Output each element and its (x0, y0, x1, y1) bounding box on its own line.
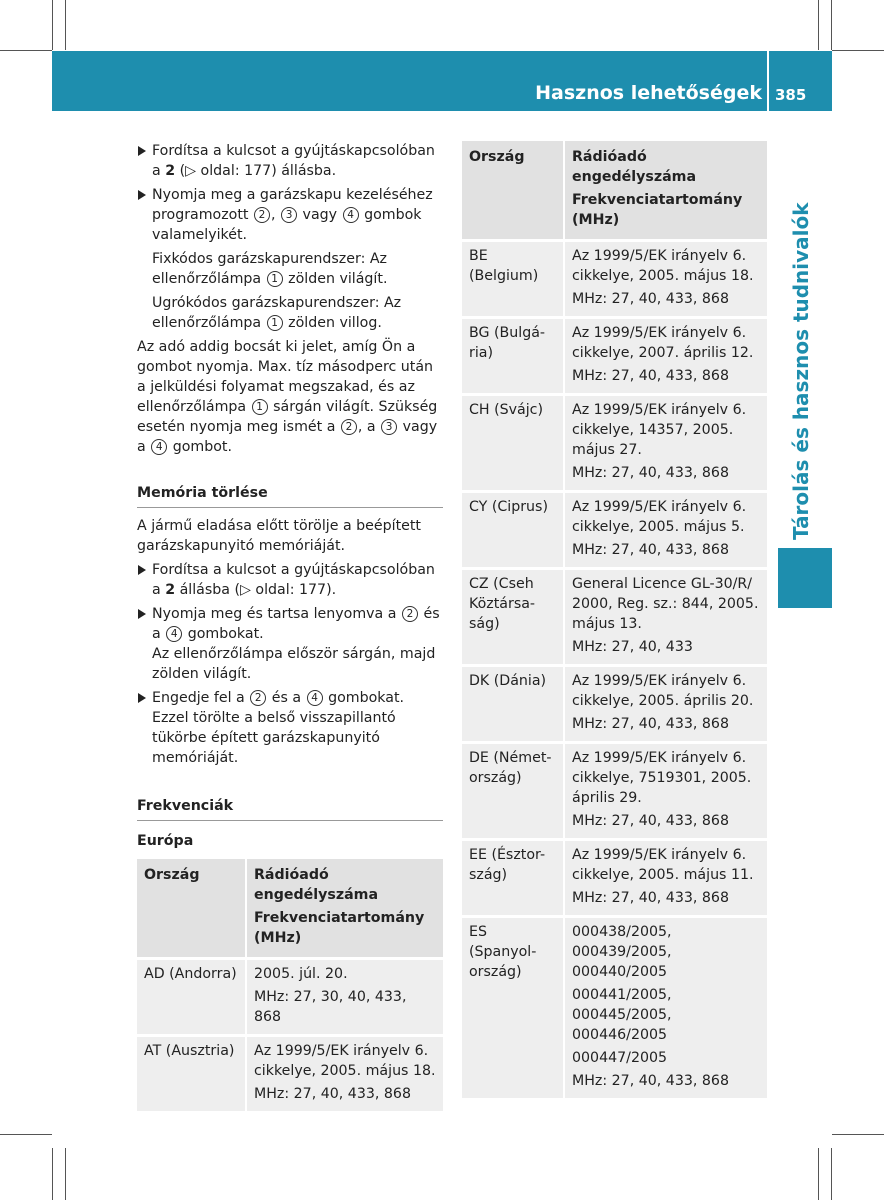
right-column (462, 141, 767, 1101)
country-cell: BE (Belgium) (462, 241, 564, 318)
mhz-text: MHz: 27, 40, 433, 868 (572, 465, 729, 481)
table-row (462, 840, 767, 917)
mhz-text: MHz: 27, 40, 433, 868 (572, 368, 729, 384)
country-cell: AD (Andorra) (137, 959, 246, 1036)
license-text: General Licence GL-30/R/ 2000, Reg. sz.: 844, 2005. május 13. (572, 576, 759, 632)
instruction-step (137, 560, 443, 600)
license-cell (564, 395, 767, 492)
license-cell (564, 241, 767, 318)
header-freq-label: Frekvenciatartomány (MHz) (572, 192, 743, 228)
frequency-table (462, 141, 767, 1101)
header-freq-label: Frekvenciatartomány (MHz) (254, 910, 425, 946)
instruction-step (137, 604, 443, 684)
table-row (462, 666, 767, 743)
table-row (462, 492, 767, 569)
country-cell: AT (Ausztria) (137, 1036, 246, 1113)
crop-mark (52, 1148, 53, 1200)
license-cell (564, 917, 767, 1100)
country-cell: BG (Bulgá-ria) (462, 318, 564, 395)
crop-mark (65, 1148, 66, 1200)
header-license-label: Rádióadó engedélyszáma (254, 867, 379, 903)
mhz-text: MHz: 27, 40, 433, 868 (572, 542, 729, 558)
table-row (462, 743, 767, 840)
step-note: Ugrókódos garázskapurendszer: Az ellenőrzőlámpa 1 zölden villog. (152, 295, 402, 331)
license-cell (564, 666, 767, 743)
license-text: Az 1999/5/EK irányelv 6. cikkelye, 2005. május 18. (572, 248, 754, 284)
license-cell (564, 318, 767, 395)
mhz-text: MHz: 27, 40, 433, 868 (572, 1073, 729, 1089)
license-cell (564, 569, 767, 666)
step-note: Ezzel törölte a belső visszapillantó tükörbe épített garázskapunyitó memóriáját. (152, 710, 396, 766)
step-note: Az ellenőrzőlámpa először sárgán, majd zölden világít. (152, 646, 436, 682)
crop-mark (831, 0, 832, 50)
table-row (462, 241, 767, 318)
license-text: Az 1999/5/EK irányelv 6. cikkelye, 2005. május 11. (572, 847, 754, 883)
license-cell (246, 959, 443, 1036)
crop-mark (832, 1134, 884, 1135)
table-row (462, 569, 767, 666)
header-country: Ország (137, 859, 246, 959)
frequency-table (137, 859, 443, 1114)
instruction-step (137, 141, 443, 181)
table-row (137, 1036, 443, 1113)
section-heading: Memória törlése (137, 483, 443, 508)
bullet-arrow-icon (138, 146, 146, 156)
bullet-arrow-icon (138, 565, 146, 575)
license-text: Az 1999/5/EK irányelv 6. cikkelye, 14357, 2005. május 27. (572, 402, 747, 458)
license-text: Az 1999/5/EK irányelv 6. cikkelye, 2005. május 5. (572, 499, 747, 535)
crop-mark (832, 50, 884, 51)
header-license (564, 141, 767, 241)
country-cell: CZ (Cseh Köztársa-ság) (462, 569, 564, 666)
mhz-text: MHz: 27, 40, 433, 868 (572, 890, 729, 906)
instruction-step (137, 185, 443, 245)
license-cell (246, 1036, 443, 1113)
step-note: Fixkódos garázskapurendszer: Az ellenőrzőlámpa 1 zölden világít. (152, 251, 388, 287)
table-header-row (462, 141, 767, 241)
side-tab-marker (778, 548, 832, 608)
header-license-label: Rádióadó engedélyszáma (572, 149, 697, 185)
header-license (246, 859, 443, 959)
step-text: Engedje fel a 2 és a 4 gombokat. (152, 690, 405, 706)
crop-mark (52, 0, 53, 50)
license-text: 2005. júl. 20. (254, 966, 348, 982)
crop-mark (0, 50, 52, 51)
license-text: Az 1999/5/EK irányelv 6. cikkelye, 2007. április 12. (572, 325, 754, 361)
country-cell: EE (Észtor-szág) (462, 840, 564, 917)
crop-mark (0, 1134, 52, 1135)
table-row (462, 318, 767, 395)
page-number: 385 (775, 86, 807, 104)
paragraph: A jármű eladása előtt törölje a beépített garázskapunyitó memóriáját. (137, 518, 421, 554)
step-text: Nyomja meg a garázskapu kezeléséhez programozott 2 , 3 vagy 4 gombok valamelyikét. (152, 187, 433, 243)
table-row (137, 959, 443, 1036)
step-text: Fordítsa a kulcsot a gyújtáskapcsolóban a 2 állásba (▷ oldal: 177). (152, 562, 435, 598)
license-cell (564, 492, 767, 569)
table-row (462, 917, 767, 1100)
mhz-text: MHz: 27, 40, 433, 868 (572, 813, 729, 829)
crop-mark (831, 1148, 832, 1200)
header-divider (767, 51, 769, 111)
license-text: Az 1999/5/EK irányelv 6. cikkelye, 2005. május 18. (254, 1043, 436, 1079)
country-cell: DK (Dánia) (462, 666, 564, 743)
license-text: 000438/2005, 000439/2005, 000440/2005 (572, 924, 672, 980)
license-text: 000447/2005 (572, 1050, 668, 1066)
step-text: Fordítsa a kulcsot a gyújtáskapcsolóban a 2 (▷ oldal: 177) állásba. (152, 143, 435, 179)
table-row (462, 395, 767, 492)
bullet-arrow-icon (138, 693, 146, 703)
section-heading: Frekvenciák (137, 796, 443, 821)
header-country: Ország (462, 141, 564, 241)
license-text: Az 1999/5/EK irányelv 6. cikkelye, 2005. április 20. (572, 673, 754, 709)
instruction-step (137, 688, 443, 768)
left-column (137, 141, 443, 1114)
paragraph: Az adó addig bocsát ki jelet, amíg Ön a gombot nyomja. Max. tíz másodperc után a jelküldési folyamat megszakad, és az ellenőrzőlámpa 1 sárgán világít. Szükség esetén nyomja meg ismét a 2 , a 3 vagy a 4 gombot. (137, 339, 438, 455)
side-tab-label: Tárolás és hasznos tudnivalók (789, 202, 813, 540)
mhz-text: MHz: 27, 40, 433, 868 (572, 291, 729, 307)
license-cell (564, 743, 767, 840)
bullet-arrow-icon (138, 609, 146, 619)
subsection-heading: Európa (137, 833, 194, 849)
license-text: 000441/2005, 000445/2005, 000446/2005 (572, 987, 672, 1043)
crop-mark (65, 0, 66, 50)
page-title: Hasznos lehetőségek (535, 82, 762, 104)
mhz-text: MHz: 27, 40, 433, 868 (572, 716, 729, 732)
license-cell (564, 840, 767, 917)
license-text: Az 1999/5/EK irányelv 6. cikkelye, 7519301, 2005. április 29. (572, 750, 752, 806)
mhz-text: MHz: 27, 30, 40, 433, 868 (254, 989, 407, 1025)
country-cell: CH (Svájc) (462, 395, 564, 492)
country-cell: DE (Német-ország) (462, 743, 564, 840)
crop-mark (818, 0, 819, 50)
country-cell: ES (Spanyol-ország) (462, 917, 564, 1100)
step-text: Nyomja meg és tartsa lenyomva a 2 és a 4 gombokat. (152, 606, 440, 642)
mhz-text: MHz: 27, 40, 433 (572, 639, 693, 655)
mhz-text: MHz: 27, 40, 433, 868 (254, 1086, 411, 1102)
crop-mark (818, 1148, 819, 1200)
table-header-row (137, 859, 443, 959)
bullet-arrow-icon (138, 190, 146, 200)
country-cell: CY (Ciprus) (462, 492, 564, 569)
